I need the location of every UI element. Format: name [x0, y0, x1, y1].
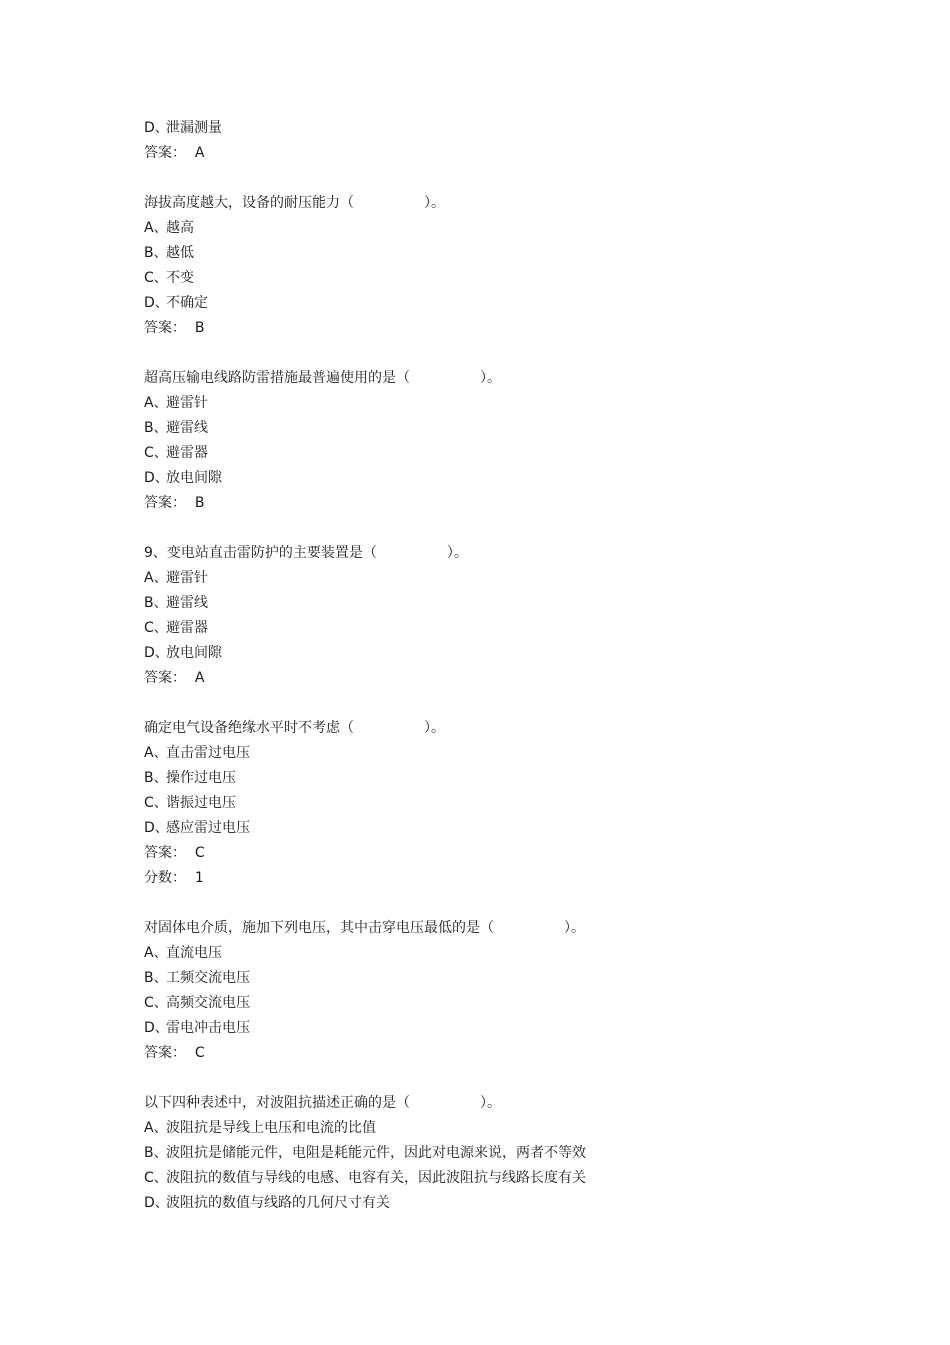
question-stem-end: ）。 [424, 195, 445, 211]
option-d [144, 466, 864, 491]
option-a [144, 566, 864, 591]
option-text: 波阻抗的数值与导线的电感、电容有关，因此波阻抗与线路长度有关 [166, 1170, 586, 1186]
option-text: 避雷器 [166, 620, 208, 636]
option-a [144, 941, 864, 966]
option-letter: B、 [144, 970, 168, 986]
option-text: 越低 [166, 245, 194, 261]
answer-value: B [194, 320, 205, 336]
spacer [144, 341, 864, 366]
question-stem [144, 191, 864, 216]
question-stem [144, 1091, 864, 1116]
option-letter: B、 [144, 770, 168, 786]
option-d [144, 291, 864, 316]
spacer [144, 891, 864, 916]
option-letter: B、 [144, 245, 168, 261]
question-stem [144, 366, 864, 391]
question-stem [144, 716, 864, 741]
answer-label: 答案： [144, 670, 186, 686]
option-text: 操作过电压 [166, 770, 236, 786]
document-content [144, 116, 864, 1216]
option-c [144, 1166, 864, 1191]
option-d [144, 116, 864, 141]
option-b [144, 1141, 864, 1166]
option-text: 直流电压 [166, 945, 222, 961]
option-letter: A、 [144, 945, 168, 961]
option-text: 放电间隙 [166, 645, 222, 661]
option-d [144, 1016, 864, 1041]
question-block [144, 716, 864, 891]
spacer [144, 516, 864, 541]
option-text: 高频交流电压 [166, 995, 250, 1011]
answer-line [144, 141, 864, 166]
score-line [144, 866, 864, 891]
spacer [144, 166, 864, 191]
option-c [144, 991, 864, 1016]
option-letter: A、 [144, 570, 168, 586]
option-text: 不变 [166, 270, 194, 286]
option-b [144, 591, 864, 616]
option-text: 放电间隙 [166, 470, 222, 486]
option-letter: B、 [144, 595, 168, 611]
question-stem-end: ）。 [480, 1095, 501, 1111]
answer-value: C [194, 845, 205, 861]
question-stem-text: 对固体电介质，施加下列电压，其中击穿电压最低的是（ [144, 920, 494, 936]
option-letter: A、 [144, 395, 168, 411]
option-c [144, 266, 864, 291]
option-text: 避雷器 [166, 445, 208, 461]
option-text: 不确定 [166, 295, 208, 311]
answer-line [144, 1041, 864, 1066]
option-letter: B、 [144, 420, 168, 436]
answer-value: B [194, 495, 205, 511]
option-letter: D、 [144, 1195, 169, 1211]
option-letter: D、 [144, 295, 169, 311]
score-label: 分数： [144, 870, 186, 886]
answer-blank [410, 1091, 480, 1116]
question-stem-text: 海拔高度越大，设备的耐压能力（ [144, 195, 354, 211]
answer-label: 答案： [144, 845, 186, 861]
option-letter: D、 [144, 645, 169, 661]
answer-label: 答案： [144, 495, 186, 511]
answer-value: A [194, 145, 205, 161]
option-text: 避雷针 [166, 570, 208, 586]
spacer [144, 1066, 864, 1091]
option-letter: B、 [144, 1145, 168, 1161]
spacer [144, 691, 864, 716]
option-text: 避雷线 [166, 420, 208, 436]
option-text: 波阻抗是储能元件，电阻是耗能元件，因此对电源来说，两者不等效 [166, 1145, 586, 1161]
question-stem-text: 确定电气设备绝缘水平时不考虑（ [144, 720, 354, 736]
option-text: 直击雷过电压 [166, 745, 250, 761]
option-letter: D、 [144, 120, 169, 136]
option-text: 工频交流电压 [166, 970, 250, 986]
question-stem-text: 超高压输电线路防雷措施最普遍使用的是（ [144, 370, 410, 386]
question-stem-end: ）。 [424, 720, 445, 736]
option-c [144, 616, 864, 641]
option-d [144, 1191, 864, 1216]
question-stem [144, 916, 864, 941]
answer-line [144, 491, 864, 516]
answer-blank [410, 366, 480, 391]
option-b [144, 416, 864, 441]
question-fragment [144, 116, 864, 166]
option-text: 谐振过电压 [166, 795, 236, 811]
answer-line [144, 316, 864, 341]
option-letter: D、 [144, 820, 169, 836]
option-letter: C、 [144, 1170, 168, 1186]
answer-label: 答案： [144, 320, 186, 336]
answer-blank [354, 191, 424, 216]
option-text: 雷电冲击电压 [166, 1020, 250, 1036]
option-letter: C、 [144, 620, 168, 636]
question-block [144, 916, 864, 1066]
answer-line [144, 841, 864, 866]
question-stem-end: ）。 [446, 545, 468, 561]
answer-label: 答案： [144, 145, 186, 161]
option-c [144, 791, 864, 816]
option-b [144, 241, 864, 266]
answer-value: A [194, 670, 205, 686]
question-stem-text: 以下四种表述中，对波阻抗描述正确的是（ [144, 1095, 410, 1111]
answer-label: 答案： [144, 1045, 186, 1061]
option-letter: C、 [144, 270, 168, 286]
question-stem-end: ）。 [480, 370, 501, 386]
option-letter: C、 [144, 995, 168, 1011]
option-d [144, 641, 864, 666]
option-a [144, 1116, 864, 1141]
option-d [144, 816, 864, 841]
option-a [144, 216, 864, 241]
question-stem-end: ）。 [564, 920, 585, 936]
option-letter: A、 [144, 220, 168, 236]
option-a [144, 741, 864, 766]
option-text: 波阻抗是导线上电压和电流的比值 [166, 1120, 376, 1136]
option-letter: A、 [144, 1120, 168, 1136]
option-text: 波阻抗的数值与线路的几何尺寸有关 [166, 1195, 390, 1211]
question-block [144, 541, 864, 691]
option-letter: D、 [144, 470, 169, 486]
option-text: 越高 [166, 220, 194, 236]
answer-value: C [194, 1045, 205, 1061]
option-c [144, 441, 864, 466]
option-letter: A、 [144, 745, 168, 761]
option-text: 避雷针 [166, 395, 208, 411]
answer-blank [377, 541, 447, 566]
option-text: 泄漏测量 [166, 120, 222, 136]
question-block [144, 366, 864, 516]
option-letter: C、 [144, 445, 168, 461]
question-block [144, 1091, 864, 1216]
score-value: 1 [194, 870, 204, 886]
question-stem [144, 541, 864, 566]
question-block [144, 191, 864, 341]
option-b [144, 966, 864, 991]
answer-line [144, 666, 864, 691]
option-a [144, 391, 864, 416]
question-stem-text: 9、变电站直击雷防护的主要装置是（ [144, 545, 377, 561]
option-letter: D、 [144, 1020, 169, 1036]
option-text: 避雷线 [166, 595, 208, 611]
option-letter: C、 [144, 795, 168, 811]
option-text: 感应雷过电压 [166, 820, 250, 836]
answer-blank [354, 716, 424, 741]
answer-blank [494, 916, 564, 941]
option-b [144, 766, 864, 791]
